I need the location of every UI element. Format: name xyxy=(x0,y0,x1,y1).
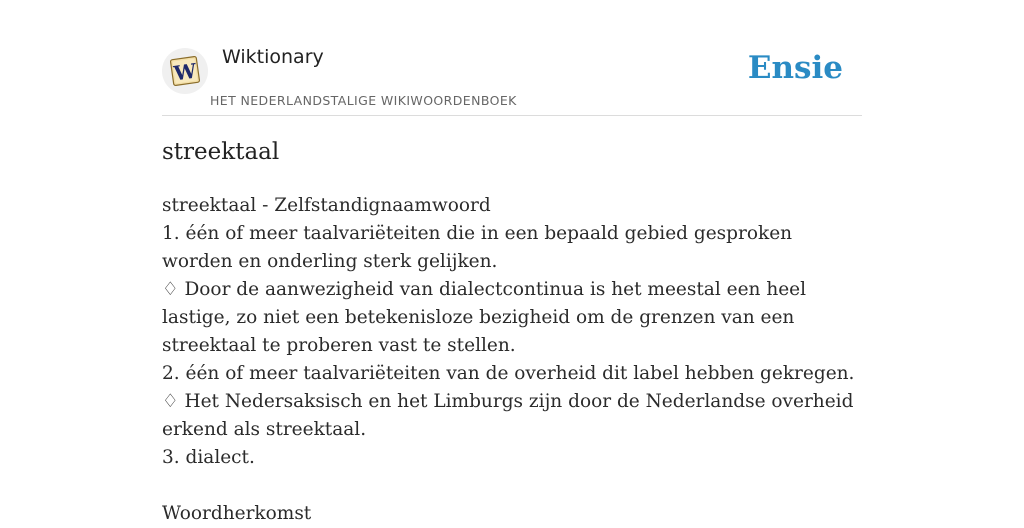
definition-3: 3. dialect. xyxy=(162,447,255,468)
definition-2: 2. één of meer taalvariëteiten van de overheid dit label hebben gekregen. xyxy=(162,363,855,384)
ensie-brand-logo[interactable]: Ensie xyxy=(747,50,843,86)
logo-letter: W xyxy=(172,58,198,86)
page-title: streektaal xyxy=(162,139,280,165)
example-2: ♢ Het Nedersaksisch en het Limburgs zijn door de Nederlandse overheid erkend als streektaal. xyxy=(162,391,854,440)
example-1: ♢ Door de aanwezigheid van dialectcontinua is het meestal een heel lastige, zo niet een betekenisloze bezigheid om de grenzen van een streektaal te proberen vast te stellen. xyxy=(162,279,807,356)
definition-1: 1. één of meer taalvariëteiten die in een bepaald gebied gesproken worden en onderling sterk gelijken. xyxy=(162,223,793,272)
wiktionary-logo[interactable] xyxy=(162,48,208,94)
site-tagline: HET NEDERLANDSTALIGE WIKIWOORDENBOEK xyxy=(210,93,517,108)
entry-body xyxy=(162,192,862,528)
header xyxy=(162,0,862,116)
page xyxy=(162,0,862,524)
wiktionary-logo-icon xyxy=(168,54,202,88)
part-of-speech-line: streektaal - Zelfstandignaamwoord xyxy=(162,195,491,216)
section-heading-woordherkomst: Woordherkomst xyxy=(162,503,312,524)
spacer xyxy=(162,472,862,500)
site-name[interactable]: Wiktionary xyxy=(222,46,324,68)
